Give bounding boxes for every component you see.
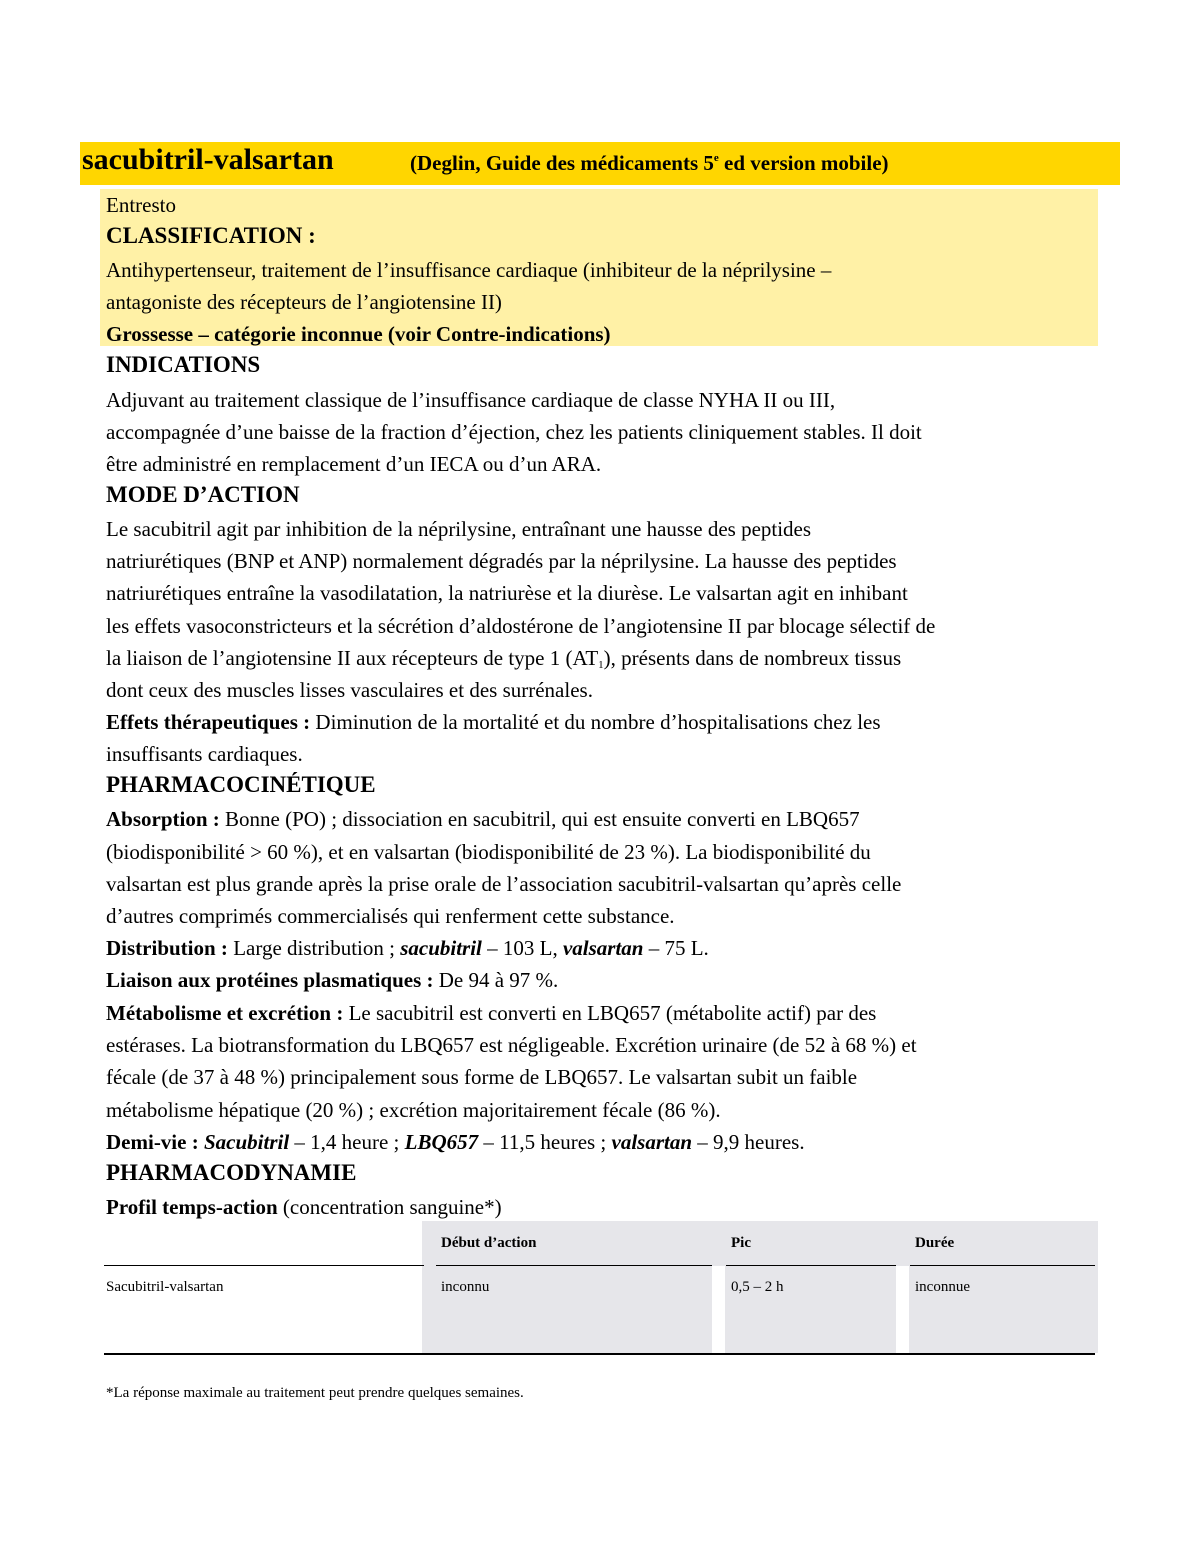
time-action-profile-label: Profil temps-action (concentration sanguine*): [106, 1195, 502, 1219]
mode-action-line: natriurétiques (BNP et ANP) normalement dégradés par la néprilysine. La hausse des peptides: [106, 549, 897, 573]
half-life-line: Demi-vie : Sacubitril – 1,4 heure ; LBQ657 – 11,5 heures ; valsartan – 9,9 heures.: [106, 1130, 805, 1154]
table-footnote: *La réponse maximale au traitement peut prendre quelques semaines.: [106, 1385, 524, 1401]
table-column-gap: [896, 1266, 909, 1353]
metabolism-line: métabolisme hépatique (20 %) ; excrétion majoritairement fécale (86 %).: [106, 1098, 721, 1122]
mode-action-line: dont ceux des muscles lisses vasculaires et des surrénales.: [106, 678, 593, 702]
pharmacokinetics-heading: PHARMACOCINÉTIQUE: [106, 772, 376, 797]
table-cell-peak: 0,5 – 2 h: [731, 1279, 784, 1295]
metabolism-line: estérases. La biotransformation du LBQ657 est négligeable. Excrétion urinaire (de 52 à 68 %) et: [106, 1033, 917, 1057]
table-header-rule: [726, 1265, 896, 1266]
table-header-rule: [436, 1265, 712, 1266]
table-header-duration: Durée: [915, 1235, 955, 1251]
metabolism-line: fécale (de 37 à 48 %) principalement sous forme de LBQ657. Le valsartan subit un faible: [106, 1065, 858, 1089]
classification-line-2: antagoniste des récepteurs de l’angiotensine II): [106, 290, 502, 314]
absorption-line: d’autres comprimés commercialisés qui renferment cette substance.: [106, 904, 675, 928]
therapeutic-effects: Effets thérapeutiques : Diminution de la mortalité et du nombre d’hospitalisations chez les: [106, 710, 881, 734]
absorption-line: valsartan est plus grande après la prise orale de l’association sacubitril-valsartan qu’après celle: [106, 872, 902, 896]
indications-line: Adjuvant au traitement classique de l’insuffisance cardiaque de classe NYHA II ou III,: [106, 388, 836, 412]
absorption-line: (biodisponibilité > 60 %), et en valsartan (biodisponibilité de 23 %). La biodisponibilité du: [106, 840, 871, 864]
drug-title: sacubitril-valsartan: [82, 143, 334, 176]
protein-binding-line: Liaison aux protéines plasmatiques : De 94 à 97 %.: [106, 968, 559, 992]
table-cell-drug: Sacubitril-valsartan: [106, 1279, 224, 1295]
indications-heading: INDICATIONS: [106, 352, 261, 377]
table-bottom-rule: [104, 1353, 1095, 1355]
metabolism-line: Métabolisme et excrétion : Le sacubitril est converti en LBQ657 (métabolite actif) par des: [106, 1001, 877, 1025]
table-cell-duration: inconnue: [915, 1279, 970, 1295]
mode-action-line: natriurétiques entraîne la vasodilatation, la natriurèse et la diurèse. Le valsartan agit en inhibant: [106, 581, 908, 605]
table-header-onset: Début d’action: [441, 1235, 537, 1251]
distribution-line: Distribution : Large distribution ; sacubitril – 103 L, valsartan – 75 L.: [106, 936, 709, 960]
classification-line-1: Antihypertenseur, traitement de l’insuffisance cardiaque (inhibiteur de la néprilysine –: [106, 258, 832, 282]
table-cell-onset: inconnu: [441, 1279, 490, 1295]
table-header-rule: [910, 1265, 1095, 1266]
title-bar: [80, 142, 1120, 185]
mode-action-line: les effets vasoconstricteurs et la sécrétion d’aldostérone de l’angiotensine II par blocage sélectif de: [106, 614, 936, 638]
table-header-peak: Pic: [731, 1235, 751, 1251]
pregnancy-category: Grossesse – catégorie inconnue (voir Contre-indications): [106, 322, 611, 346]
absorption-line: Absorption : Bonne (PO) ; dissociation en sacubitril, qui est ensuite converti en LBQ657: [106, 807, 860, 831]
indications-line: être administré en remplacement d’un IECA ou d’un ARA.: [106, 452, 602, 476]
pharmacodynamics-heading: PHARMACODYNAMIE: [106, 1160, 357, 1185]
classification-heading: CLASSIFICATION :: [106, 223, 316, 248]
mode-action-heading: MODE D’ACTION: [106, 482, 300, 507]
indications-line: accompagnée d’une baisse de la fraction d’éjection, chez les patients cliniquement stables. Il doit: [106, 420, 922, 444]
table-column-gap: [712, 1266, 725, 1353]
table-header-rule: [104, 1265, 424, 1266]
mode-action-line: la liaison de l’angiotensine II aux récepteurs de type 1 $(AT_1)$, présents dans de nombreux tissus: [106, 646, 902, 671]
brand-name: Entresto: [106, 193, 176, 217]
source-reference: (Deglin, Guide des médicaments 5e ed version mobile): [410, 151, 889, 175]
therapeutic-effects-line-2: insuffisants cardiaques.: [106, 742, 303, 766]
mode-action-line: Le sacubitril agit par inhibition de la néprilysine, entraînant une hausse des peptides: [106, 517, 812, 541]
